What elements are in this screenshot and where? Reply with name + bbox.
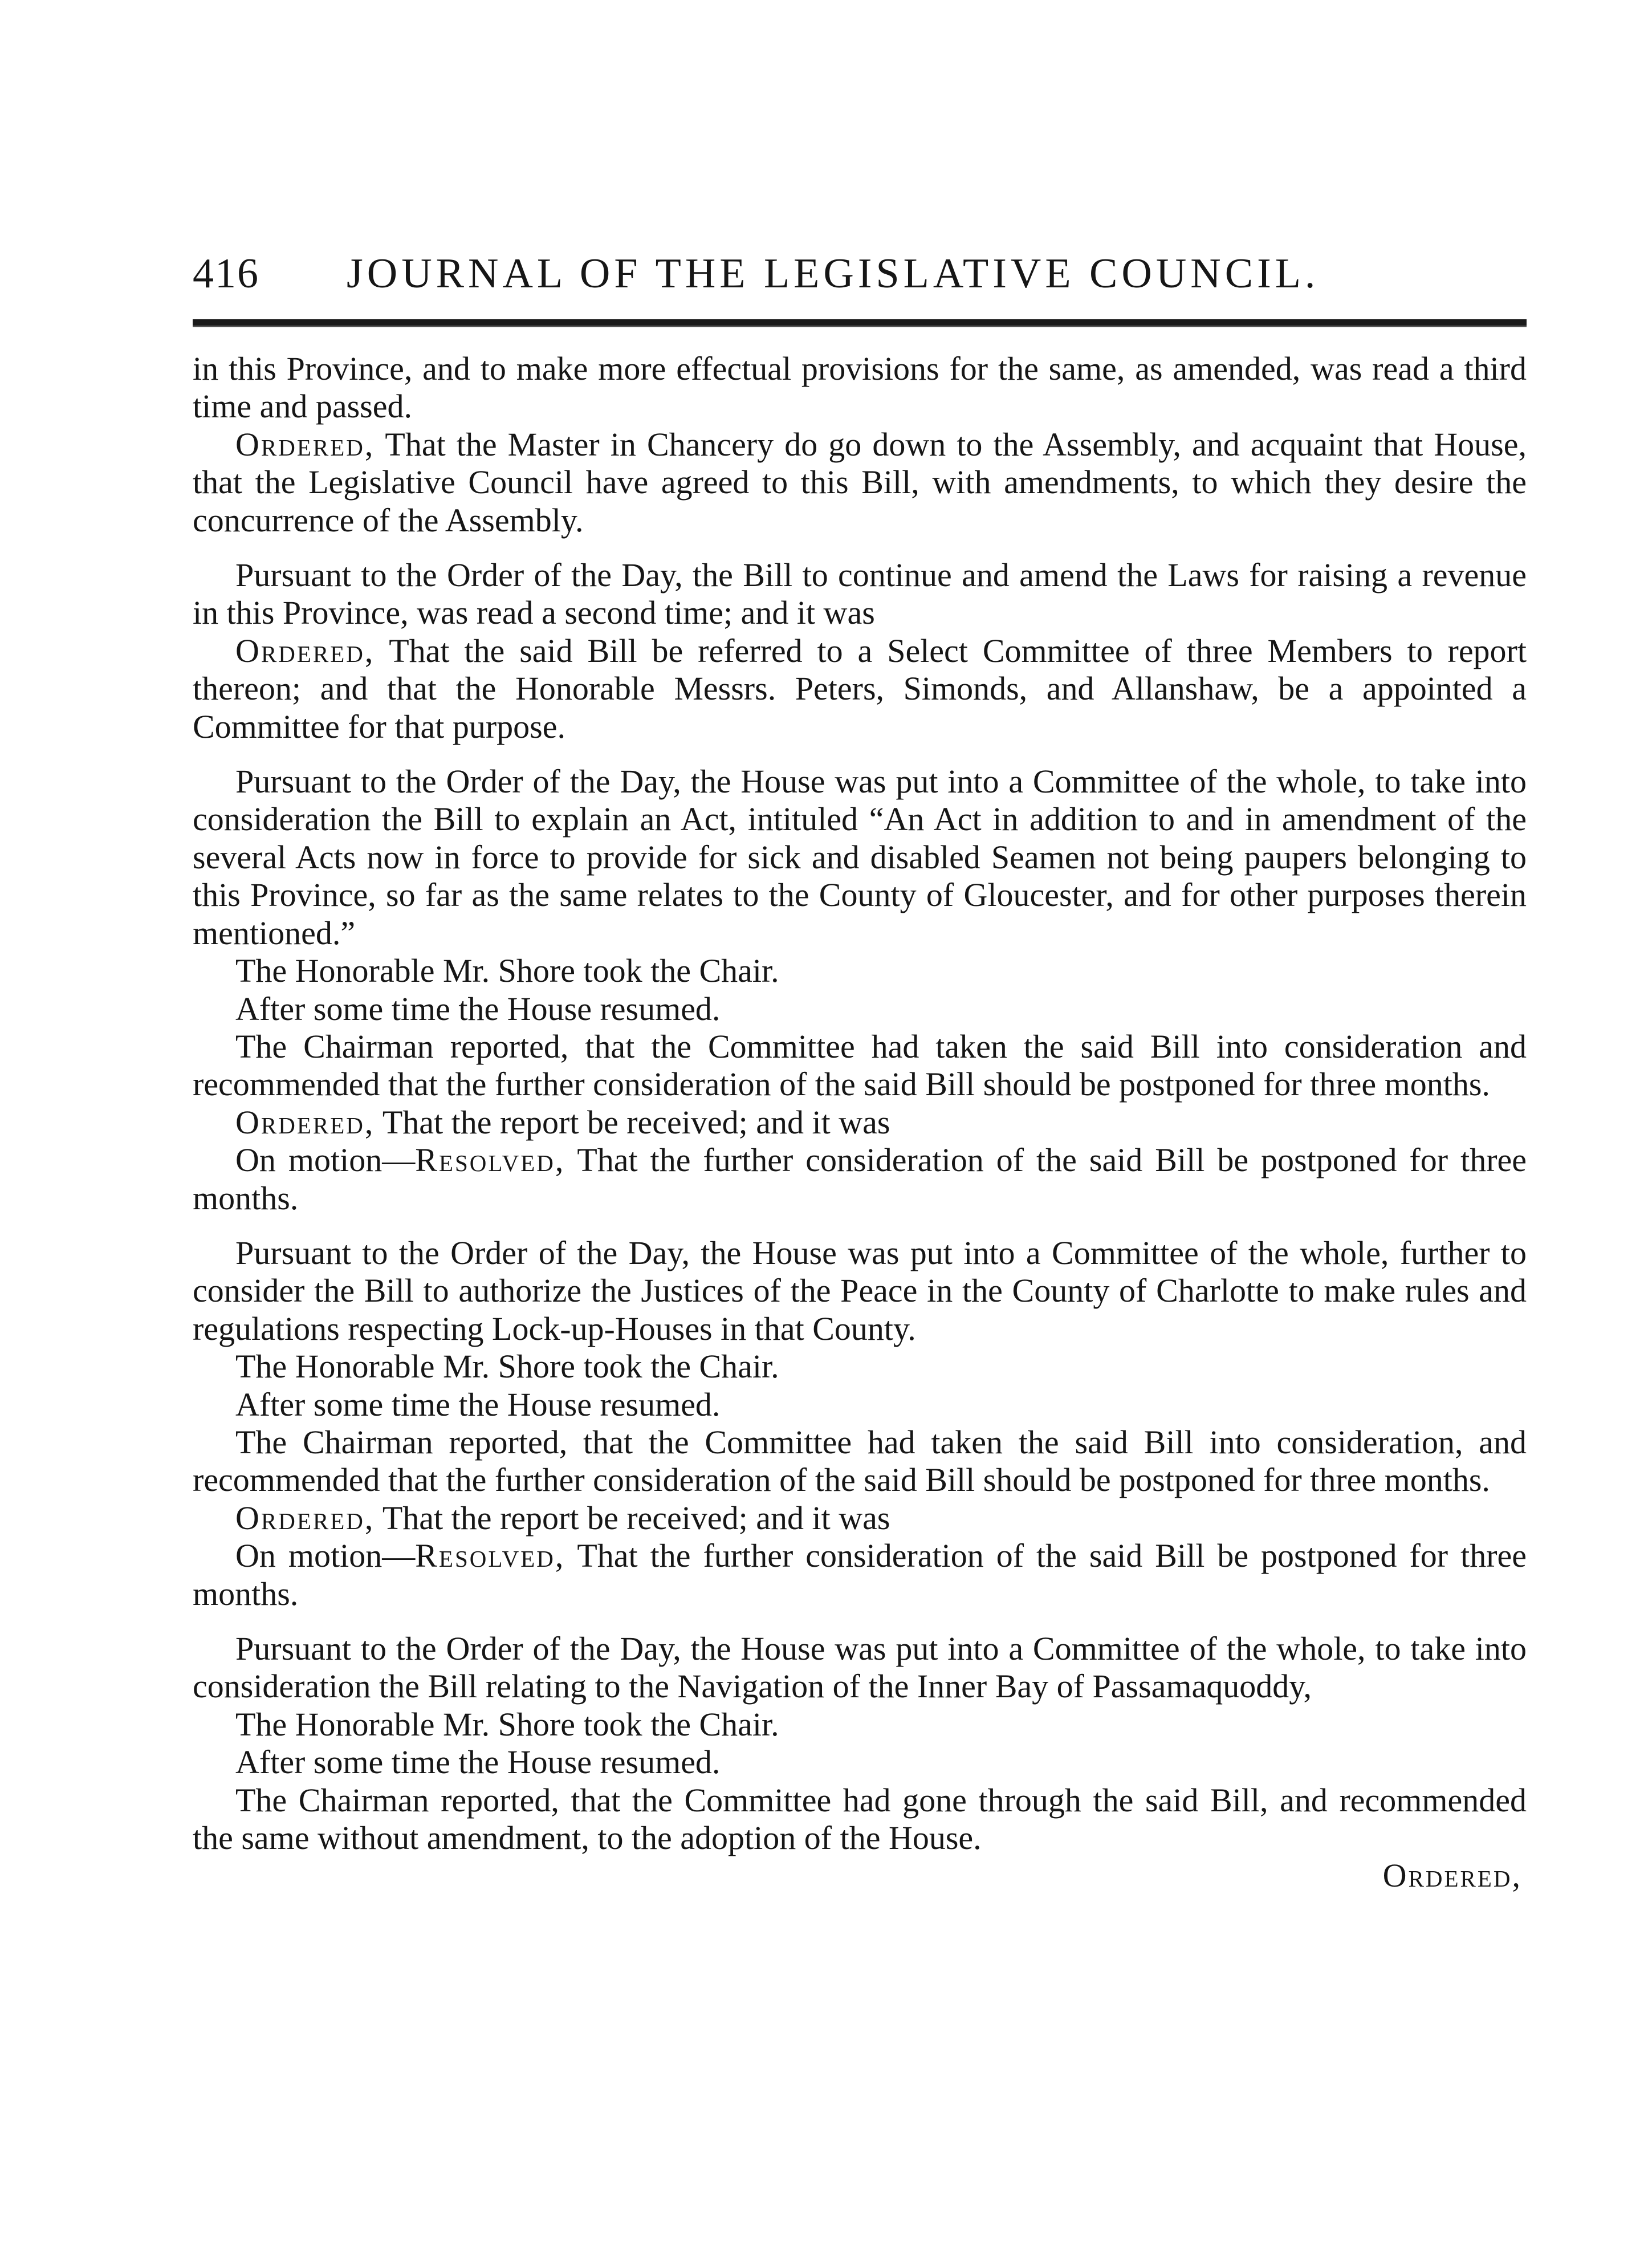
paragraph-seamen-bill: Pursuant to the Order of the Day, the House was put into a Committee of the whole, to take into consideration the Bill to explain an Act, intituled “An Act in addition to and in amendment of the several Acts now in force to provide for sick and disabled Seamen not being paupers belonging to this Province, so far as the same relates to the County of Gloucester, and for other purposes therein mentioned.” (193, 763, 1527, 952)
paragraph-ordered-report-received (193, 1104, 1527, 1141)
running-title: JOURNAL OF THE LEGISLATIVE COUNCIL. (347, 250, 1320, 297)
paragraph-text: That the report be received; and it was (375, 1499, 890, 1537)
paragraph-chairman-reported: The Chairman reported, that the Committee had taken the said Bill into consideration, and recommended that the further consideration of the said Bill should be postponed for three months. (193, 1423, 1527, 1499)
journal-body (193, 350, 1527, 1895)
paragraph-text: That the said Bill be referred to a Select Committee of three Members to report thereon; and that the Honorable Messrs. Peters, Simonds, and Allanshaw, be a appointed a Committee for that purpose. (193, 632, 1527, 745)
paragraph-chairman-reported: The Chairman reported, that the Committee had gone through the said Bill, and recommended the same without amendment, to the adoption of the House. (193, 1781, 1527, 1857)
paragraph-took-chair: The Honorable Mr. Shore took the Chair. (235, 952, 779, 990)
paragraph-ordered-select-committee (193, 632, 1527, 746)
paragraph-passamaquoddy-bill: Pursuant to the Order of the Day, the House was put into a Committee of the whole, to take into consideration the Bill relating to the Navigation of the Inner Bay of Passamaquoddy, (193, 1630, 1527, 1705)
page-number: 416 (193, 250, 259, 297)
ordered-label: Ordered, (235, 1499, 375, 1537)
ordered-label: Ordered, (235, 1103, 375, 1141)
paragraph-ordered-report-received (193, 1499, 1527, 1537)
paragraph-ordered-master-in-chancery (193, 426, 1527, 539)
paragraph-resolved-postponed (193, 1537, 1527, 1613)
paragraph-third-reading: in this Province, and to make more effectual provisions for the same, as amended, was read a third time and passed. (193, 350, 1527, 425)
paragraph-text: That the Master in Chancery do go down to the Assembly, and acquaint that House, that the Legislative Council have agreed to this Bill, with amendments, to which they desire the concurrence of the Assembly. (193, 425, 1527, 539)
paragraph-house-resumed: After some time the House resumed. (235, 1743, 721, 1781)
motion-prefix: On motion— (235, 1141, 416, 1179)
paragraph-text: That the further consideration of the said Bill be postponed for three months. (193, 1141, 1527, 1217)
paragraph-chairman-reported: The Chairman reported, that the Committee had taken the said Bill into consideration and recommended that the further consideration of the said Bill should be postponed for three months. (193, 1027, 1527, 1103)
paragraph-house-resumed: After some time the House resumed. (235, 990, 721, 1027)
paragraph-text: That the report be received; and it was (375, 1103, 890, 1141)
header-rule (193, 319, 1527, 327)
paragraph-house-resumed: After some time the House resumed. (235, 1385, 721, 1423)
ordered-label: Ordered, (235, 632, 375, 669)
paragraph-took-chair: The Honorable Mr. Shore took the Chair. (235, 1705, 779, 1743)
resolved-label: Resolved, (415, 1537, 565, 1575)
ordered-label: Ordered, (235, 425, 375, 463)
paragraph-revenue-bill: Pursuant to the Order of the Day, the Bill to continue and amend the Laws for raising a revenue in this Province, was read a second time; and it was (193, 556, 1527, 632)
paragraph-lock-up-houses-bill: Pursuant to the Order of the Day, the House was put into a Committee of the whole, further to consider the Bill to authorize the Justices of the Peace in the County of Charlotte to make rules and regulations respecting Lock-up-Houses in that County. (193, 1234, 1527, 1347)
resolved-label: Resolved, (415, 1141, 565, 1179)
page-header (193, 250, 1527, 304)
motion-prefix: On motion— (235, 1537, 416, 1575)
document-page (193, 250, 1527, 1895)
catchword: Ordered, (1382, 1857, 1522, 1895)
paragraph-resolved-postponed (193, 1141, 1527, 1217)
paragraph-took-chair: The Honorable Mr. Shore took the Chair. (235, 1348, 779, 1385)
paragraph-text: That the further consideration of the said Bill be postponed for three months. (193, 1537, 1527, 1612)
